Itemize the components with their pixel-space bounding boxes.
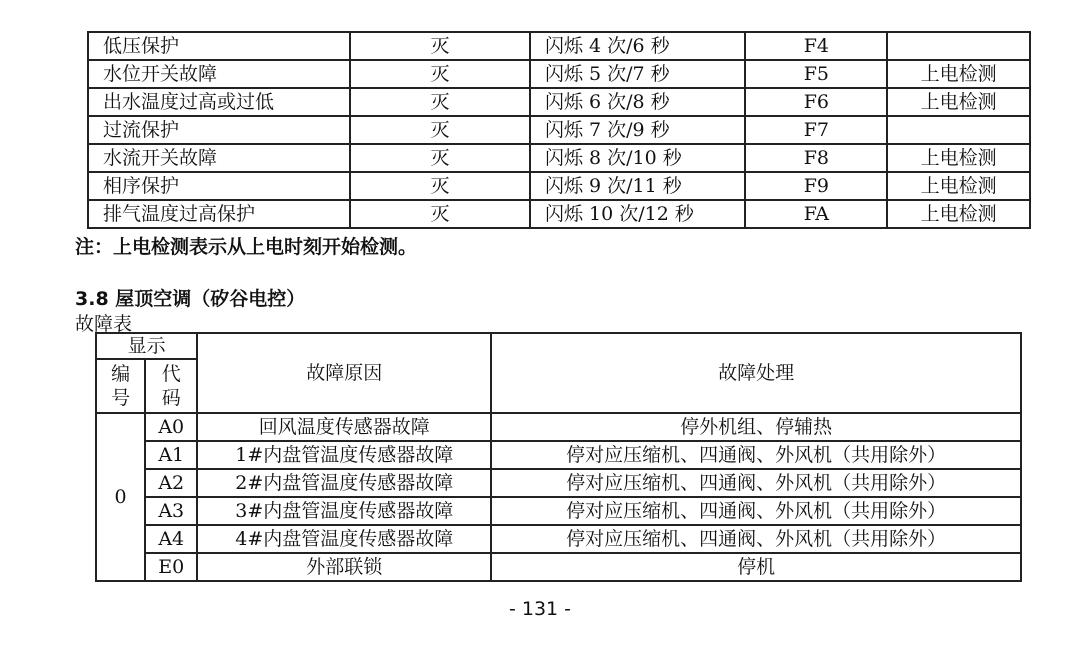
fault-name: 水位开关故障 xyxy=(88,60,350,88)
fault-reason: 外部联锁 xyxy=(197,553,491,581)
table-row xyxy=(96,469,1021,497)
fault-reason: 3#内盘管温度传感器故障 xyxy=(197,497,491,525)
table-row xyxy=(88,88,1030,116)
fault-note: 上电检测 xyxy=(887,60,1030,88)
header-display: 显示 xyxy=(96,333,197,359)
fault-handling: 停对应压缩机、四通阀、外风机（共用除外） xyxy=(491,441,1021,469)
fault-code: A4 xyxy=(145,525,197,553)
light-state: 灭 xyxy=(350,116,530,144)
fault-code: A2 xyxy=(145,469,197,497)
fault-name: 出水温度过高或过低 xyxy=(88,88,350,116)
fault-note: 上电检测 xyxy=(887,144,1030,172)
header-code xyxy=(145,359,197,413)
fault-code: F7 xyxy=(745,116,887,144)
flash-pattern: 闪烁 10 次/12 秒 xyxy=(530,200,745,228)
table-row xyxy=(96,441,1021,469)
header-code-b: 码 xyxy=(161,387,181,409)
light-state: 灭 xyxy=(350,88,530,116)
light-state: 灭 xyxy=(350,172,530,200)
fault-code: F8 xyxy=(745,144,887,172)
header-row xyxy=(96,333,1021,359)
flash-pattern: 闪烁 8 次/10 秒 xyxy=(530,144,745,172)
flash-pattern: 闪烁 4 次/6 秒 xyxy=(530,32,745,60)
flash-pattern: 闪烁 7 次/9 秒 xyxy=(530,116,745,144)
fault-name: 过流保护 xyxy=(88,116,350,144)
fault-code: F5 xyxy=(745,60,887,88)
fault-reason: 回风温度传感器故障 xyxy=(197,413,491,441)
light-state: 灭 xyxy=(350,200,530,228)
fault-code: FA xyxy=(745,200,887,228)
table-row xyxy=(96,525,1021,553)
table-caption: 故障表 xyxy=(75,313,133,335)
group-number: 0 xyxy=(96,413,145,581)
fault-reason: 2#内盘管温度传感器故障 xyxy=(197,469,491,497)
fault-note: 上电检测 xyxy=(887,88,1030,116)
fault-handling: 停对应压缩机、四通阀、外风机（共用除外） xyxy=(491,497,1021,525)
fault-name: 排气温度过高保护 xyxy=(88,200,350,228)
table-note: 注：上电检测表示从上电时刻开始检测。 xyxy=(75,236,418,258)
fault-reason: 4#内盘管温度传感器故障 xyxy=(197,525,491,553)
flash-pattern: 闪烁 5 次/7 秒 xyxy=(530,60,745,88)
fault-handling: 停对应压缩机、四通阀、外风机（共用除外） xyxy=(491,469,1021,497)
header-code-a: 代 xyxy=(161,363,181,385)
flash-pattern: 闪烁 9 次/11 秒 xyxy=(530,172,745,200)
table-row xyxy=(88,172,1030,200)
table-row xyxy=(88,116,1030,144)
header-number-b: 号 xyxy=(111,387,131,409)
fault-code: F9 xyxy=(745,172,887,200)
fault-name: 低压保护 xyxy=(88,32,350,60)
fault-note: 上电检测 xyxy=(887,200,1030,228)
page-number: - 131 - xyxy=(508,598,572,620)
fault-reason: 1#内盘管温度传感器故障 xyxy=(197,441,491,469)
flash-pattern: 闪烁 6 次/8 秒 xyxy=(530,88,745,116)
fault-table-top xyxy=(87,31,1031,229)
light-state: 灭 xyxy=(350,144,530,172)
fault-handling: 停外机组、停辅热 xyxy=(491,413,1021,441)
header-handling: 故障处理 xyxy=(491,333,1021,413)
table-row xyxy=(88,60,1030,88)
fault-code: E0 xyxy=(145,553,197,581)
fault-note xyxy=(887,32,1030,60)
fault-note: 上电检测 xyxy=(887,172,1030,200)
header-number xyxy=(96,359,145,413)
table-row xyxy=(96,553,1021,581)
fault-code: F6 xyxy=(745,88,887,116)
fault-handling: 停机 xyxy=(491,553,1021,581)
fault-code: A1 xyxy=(145,441,197,469)
table-row xyxy=(88,32,1030,60)
fault-code: F4 xyxy=(745,32,887,60)
fault-code: A3 xyxy=(145,497,197,525)
fault-name: 水流开关故障 xyxy=(88,144,350,172)
header-reason: 故障原因 xyxy=(197,333,491,413)
light-state: 灭 xyxy=(350,32,530,60)
fault-handling: 停对应压缩机、四通阀、外风机（共用除外） xyxy=(491,525,1021,553)
light-state: 灭 xyxy=(350,60,530,88)
table-row xyxy=(96,497,1021,525)
fault-note xyxy=(887,116,1030,144)
fault-table-rooftop xyxy=(95,332,1022,582)
table-row xyxy=(88,200,1030,228)
table-row xyxy=(96,413,1021,441)
table-row xyxy=(88,144,1030,172)
header-number-a: 编 xyxy=(111,363,131,385)
fault-name: 相序保护 xyxy=(88,172,350,200)
section-title: 3.8 屋顶空调（矽谷电控） xyxy=(75,288,306,310)
fault-code: A0 xyxy=(145,413,197,441)
